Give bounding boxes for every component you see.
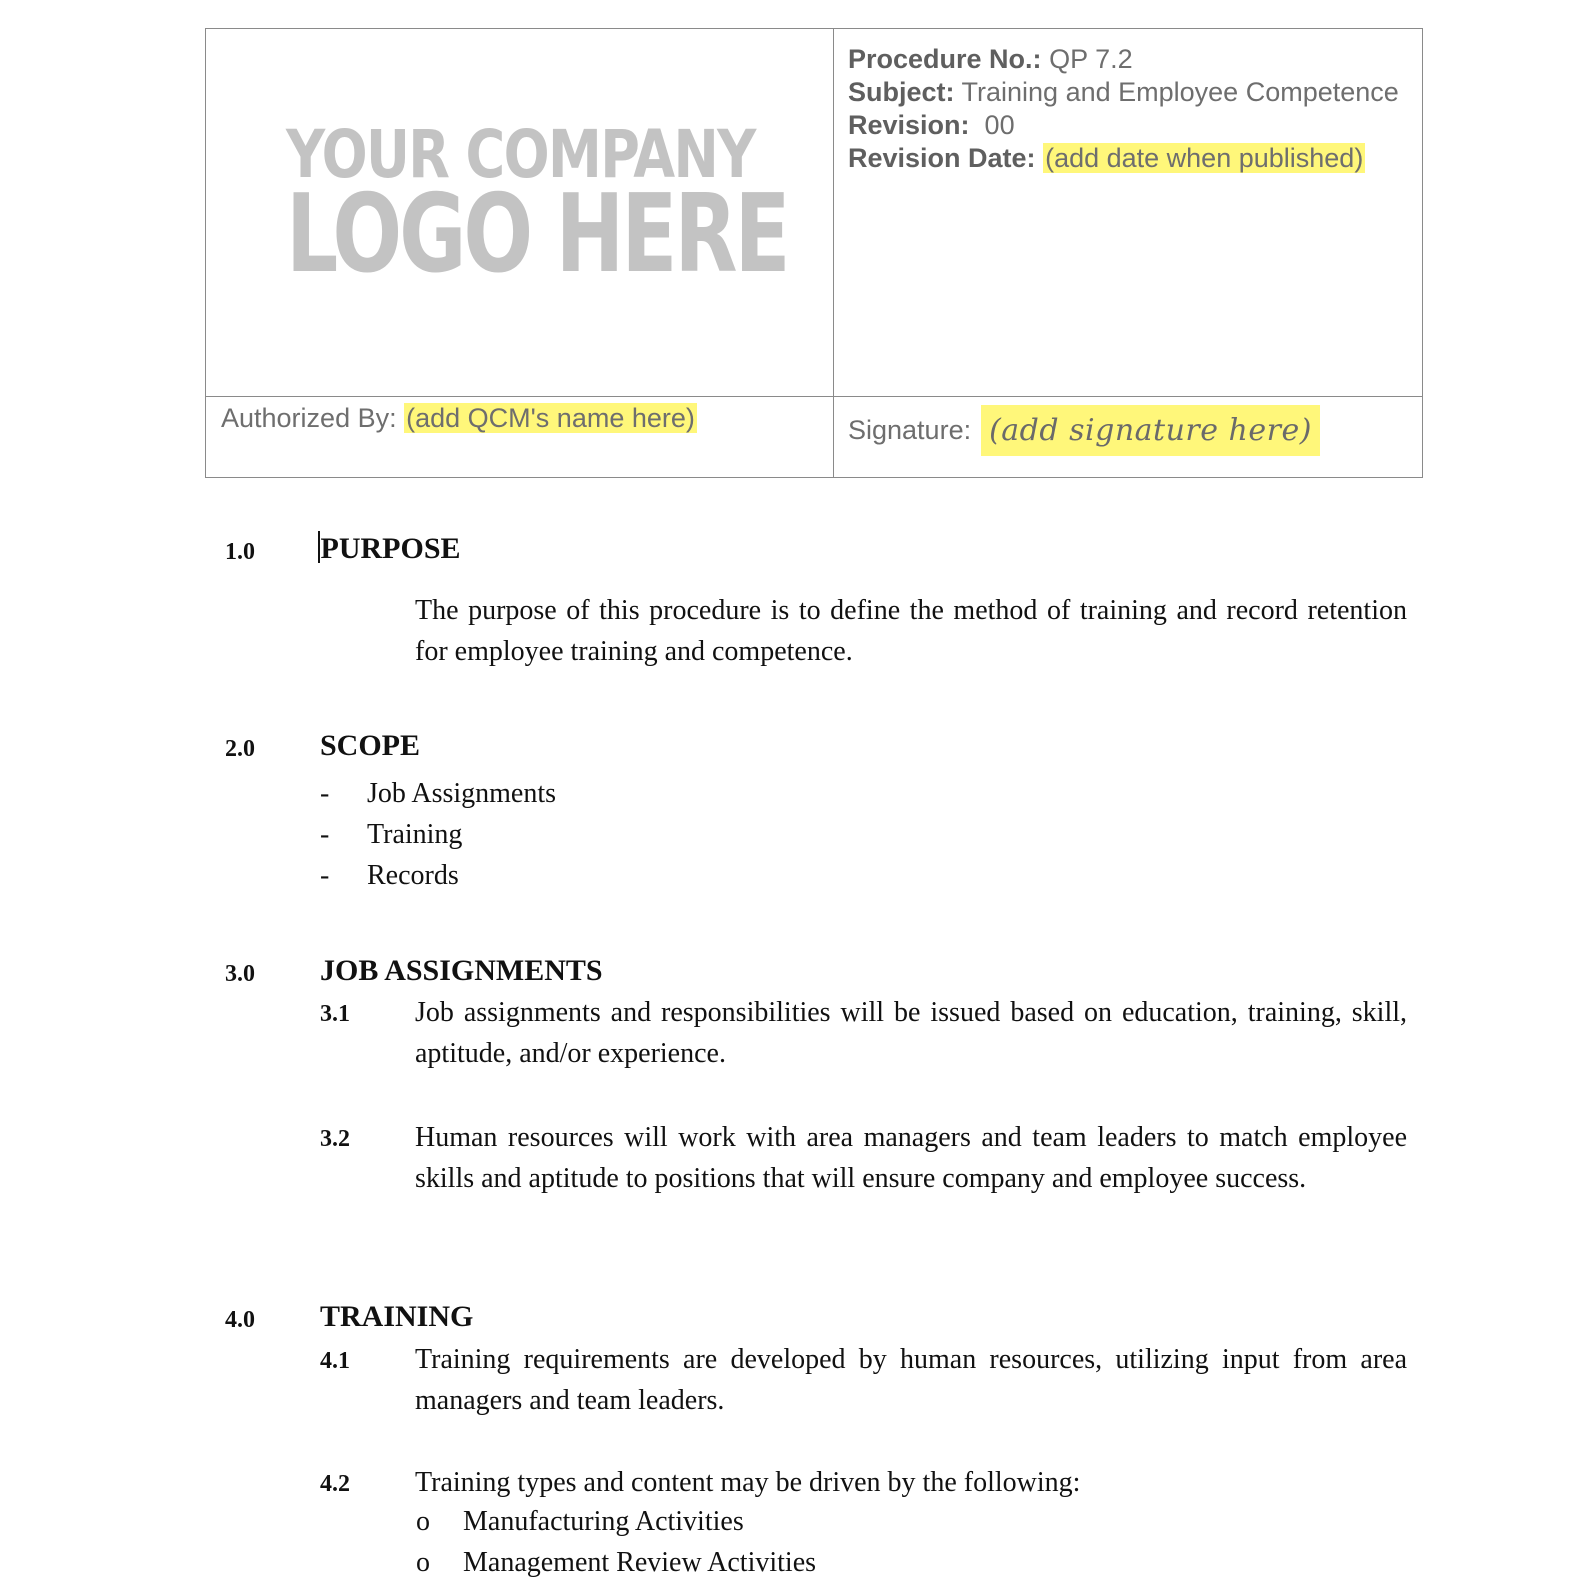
section-number: 2.0 (225, 736, 255, 762)
list-bullet: - (320, 860, 330, 891)
signature-value: (add signature here) (981, 405, 1320, 456)
section-title-purpose (318, 528, 461, 569)
logo-line-1: YOUR COMPANY (286, 116, 755, 193)
subsection-4-1-paragraph: Training requirements are developed by human resources, utilizing input from area managers and team leaders. (415, 1344, 1407, 1416)
subsection-3-2-paragraph: Human resources will work with area managers and team leaders to match employee skills and aptitude to positions that will ensure company and employee success. (415, 1122, 1407, 1194)
revision-date-label: Revision Date: (848, 143, 1036, 173)
authorized-by-cell (221, 403, 697, 434)
procedure-number-label: Procedure No.: (848, 44, 1042, 74)
section-number: 1.0 (225, 539, 255, 565)
revision-row (848, 109, 1408, 142)
section-title-job-assignments: JOB ASSIGNMENTS (320, 954, 603, 987)
subject-value: Training and Employee Competence (961, 77, 1399, 107)
subject-label: Subject: (848, 77, 955, 107)
scope-item-records: Records (367, 860, 459, 891)
section-number: 3.0 (225, 961, 255, 987)
scope-item-training: Training (367, 819, 463, 850)
purpose-paragraph: The purpose of this procedure is to define the method of training and record retention for employee training and competence. (415, 595, 1407, 667)
revision-date-row (848, 142, 1408, 175)
subsection-number: 4.1 (320, 1348, 350, 1374)
logo-line-2: LOGO HERE (286, 172, 788, 298)
section-title-scope: SCOPE (320, 729, 421, 762)
training-driver-manufacturing: Manufacturing Activities (463, 1506, 744, 1537)
procedure-number-value: QP 7.2 (1049, 44, 1133, 74)
authorized-by-value: (add QCM's name here) (406, 403, 695, 433)
section-number: 4.0 (225, 1307, 255, 1333)
table-divider-vertical (833, 29, 834, 477)
signature-label: Signature: (848, 415, 972, 445)
list-bullet: - (320, 819, 330, 850)
subsection-4-2-paragraph: Training types and content may be driven by the following: (415, 1467, 1081, 1498)
revision-value: 00 (984, 110, 1015, 140)
header-table (205, 28, 1423, 478)
signature-cell (848, 405, 1320, 456)
table-divider-horizontal (206, 396, 1422, 397)
revision-label: Revision: (848, 110, 970, 140)
company-logo-placeholder (286, 116, 788, 298)
procedure-info (848, 43, 1408, 175)
scope-item-job-assignments: Job Assignments (367, 778, 557, 809)
subsection-number: 3.2 (320, 1126, 350, 1152)
revision-date-value: (add date when published) (1045, 143, 1364, 173)
list-bullet: o (416, 1506, 430, 1537)
subsection-number: 4.2 (320, 1471, 350, 1497)
list-bullet: o (416, 1547, 430, 1578)
training-driver-management-review: Management Review Activities (463, 1547, 817, 1578)
text-cursor (318, 531, 320, 563)
section-title-text: PURPOSE (320, 532, 461, 565)
procedure-number-row (848, 43, 1408, 76)
subsection-3-1-paragraph: Job assignments and responsibilities will be issued based on education, training, skill, aptitude, and/or experience. (415, 997, 1407, 1069)
subject-row (848, 76, 1408, 109)
section-title-training: TRAINING (320, 1300, 474, 1333)
subsection-number: 3.1 (320, 1001, 350, 1027)
list-bullet: - (320, 778, 330, 809)
authorized-by-label: Authorized By: (221, 403, 397, 433)
